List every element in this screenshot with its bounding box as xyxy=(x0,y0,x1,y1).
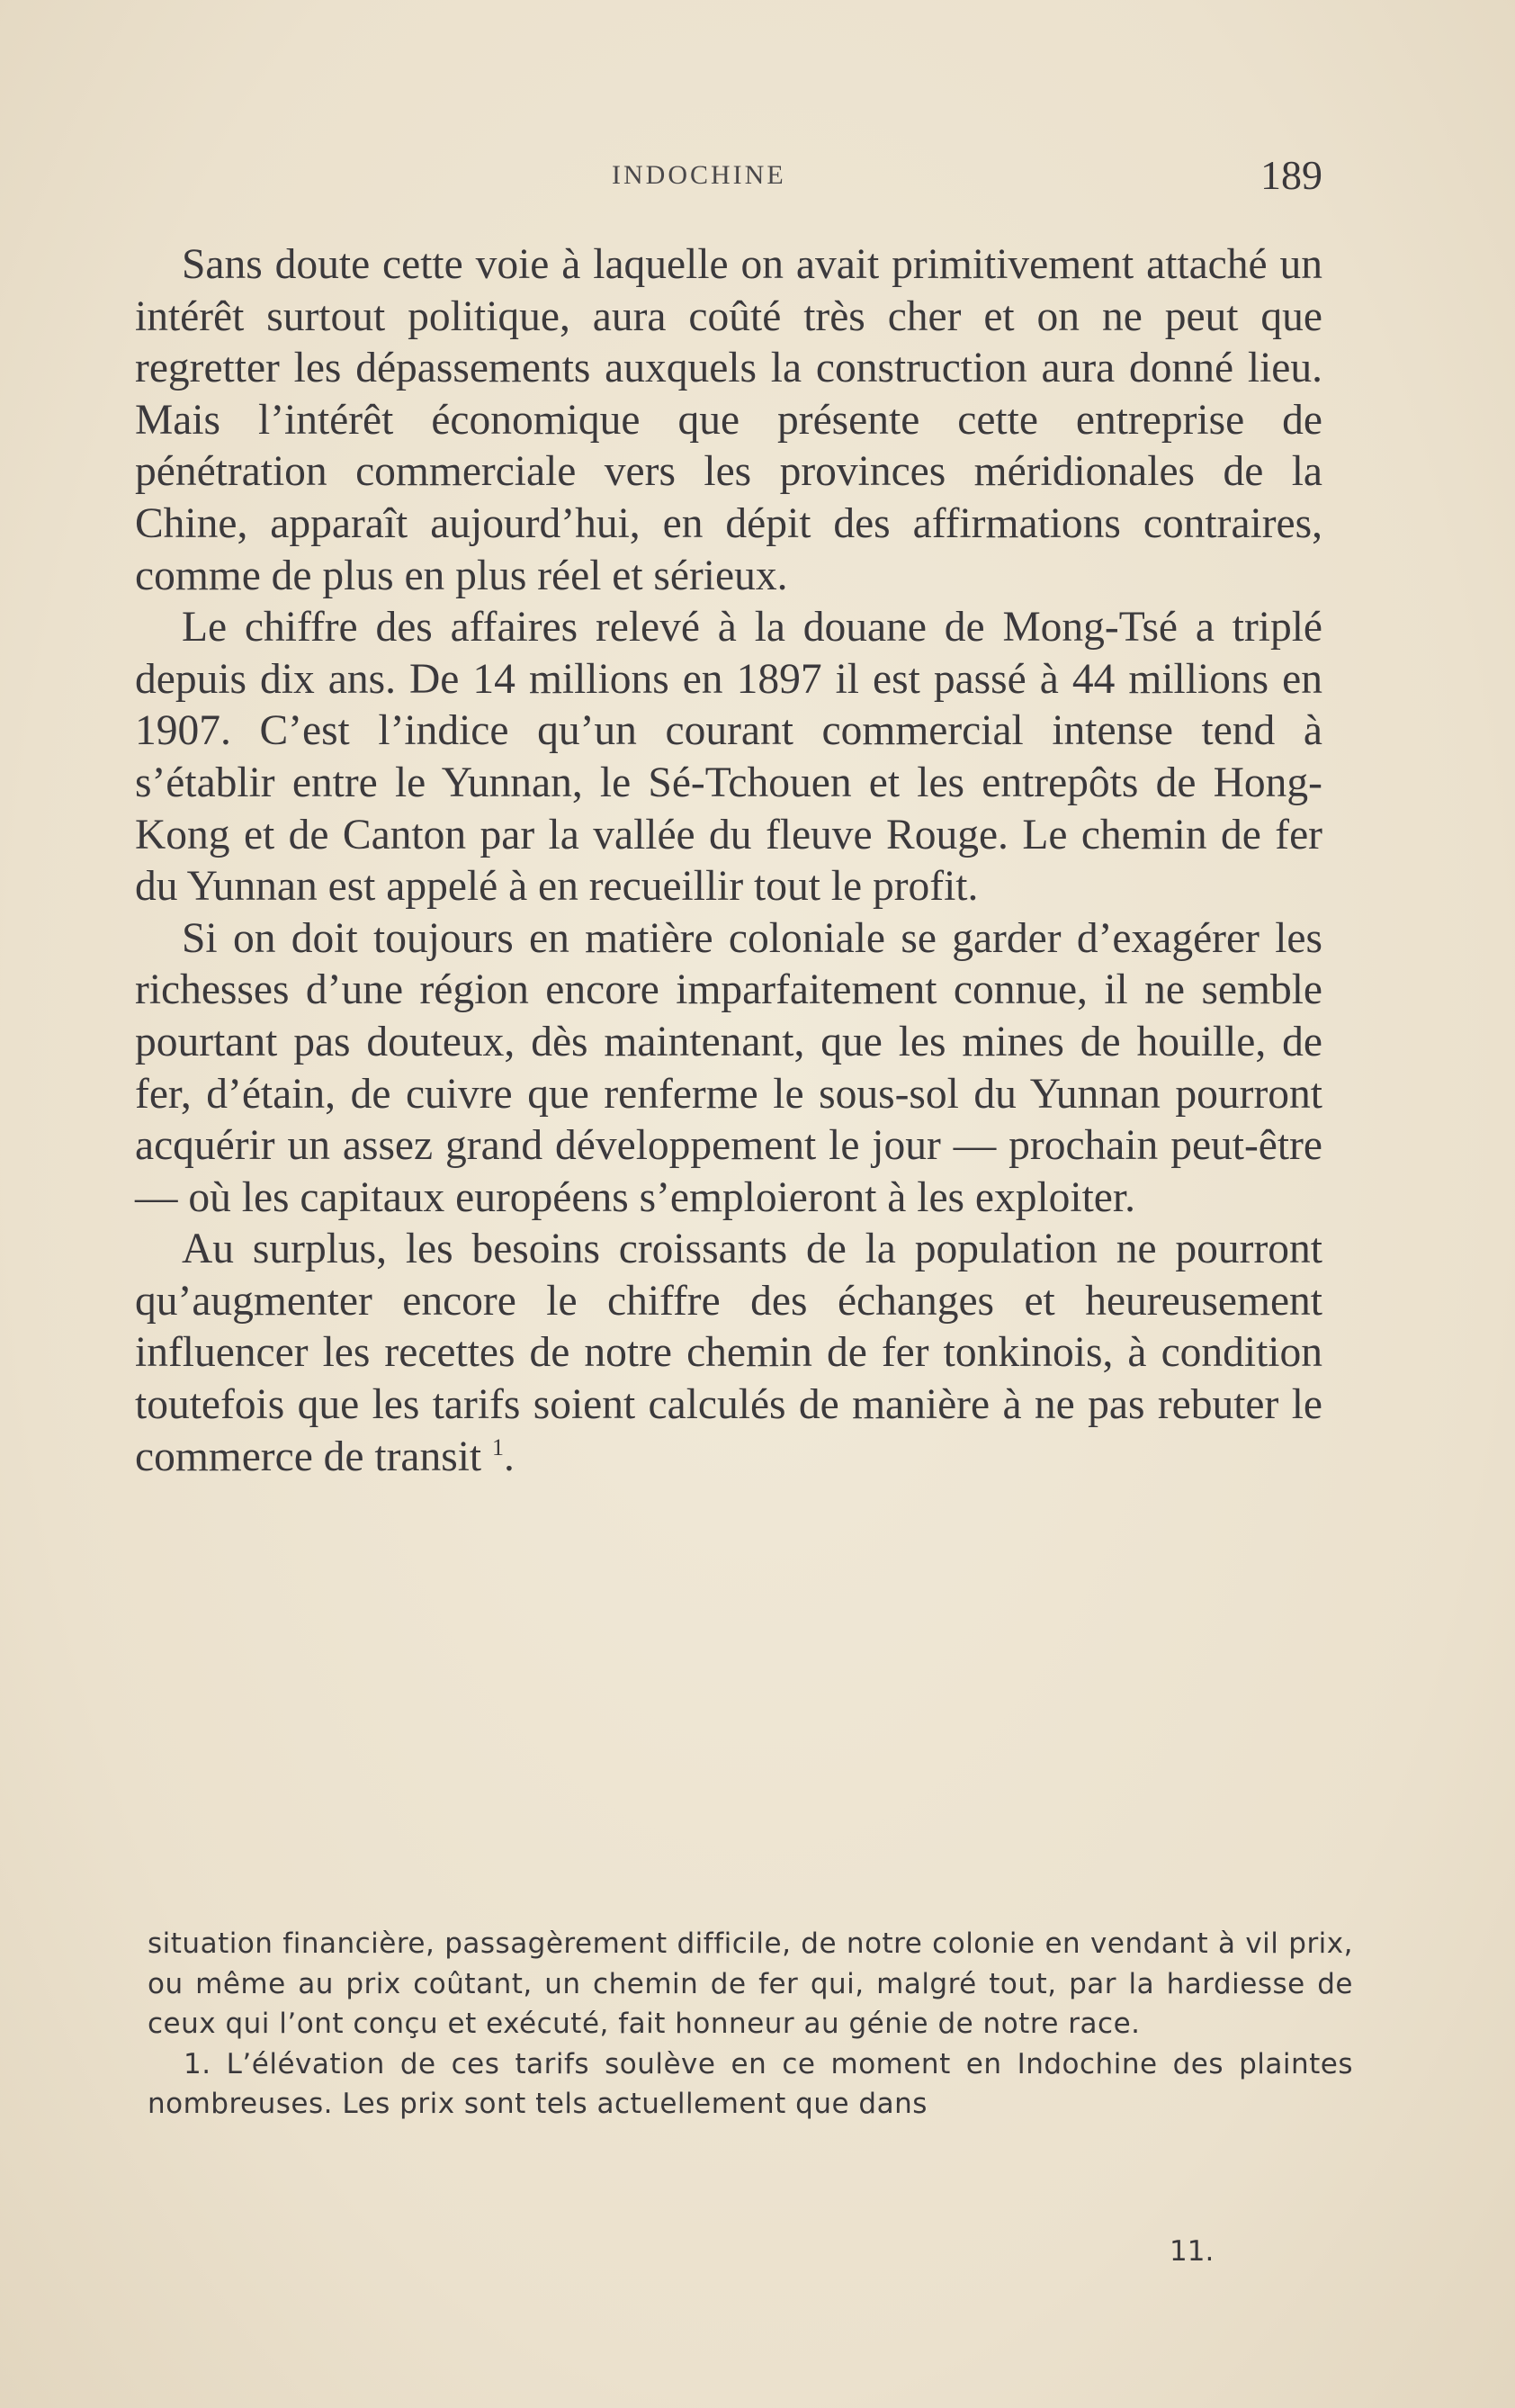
footnotes xyxy=(148,1924,1353,2125)
footnote-continuation: situation financière, passagèrement difficile, de notre colonie en vendant à vil prix, ou même au prix coûtant, un chemin de fer qui, malgré tout, par la hardiesse de ceux qui l’ont conçu et exécuté, fait honneur au génie de notre race. xyxy=(148,1927,1353,2040)
paragraph-4-period: . xyxy=(503,1433,515,1480)
footnote-1: 1. L’élévation de ces tarifs soulève en ce moment en Indochine des plaintes nombreuses. Les prix sont tels actuellement que dans xyxy=(148,2047,1353,2120)
signature-mark: 11. xyxy=(1170,2235,1215,2268)
paragraph-4-text: Au surplus, les besoins croissants de la population ne pourront qu’augmenter encore le chiffre des échanges et heureusement influencer les recettes de notre chemin de fer tonkinois, à condition toutefois que les tarifs soient calculés de manière à ne pas rebuter le commerce de transit xyxy=(135,1226,1322,1480)
body-text xyxy=(135,239,1322,1483)
paragraph-2: Le chiffre des affaires relevé à la douane de Mong-Tsé a triplé depuis dix ans. De 14 millions en 1897 il est passé à 44 millions en 1907. C’est l’indice qu’un courant commercial intense tend à s’établir entre le Yunnan, le Sé-Tchouen et les entrepôts de Hong-Kong et de Canton par la vallée du fleuve Rouge. Le chemin de fer du Yunnan est appelé à en recueillir tout le profit. xyxy=(135,604,1322,911)
running-head: INDOCHINE xyxy=(612,160,786,190)
page-header xyxy=(135,151,1322,205)
page-number: 189 xyxy=(1260,152,1322,198)
paragraph-3: Si on doit toujours en matière coloniale se garder d’exagérer les richesses d’une région encore imparfaitement connue, il ne semble pourtant pas douteux, dès maintenant, que les mines de houille, de fer, d’étain, de cuivre que renferme le sous-sol du Yunnan pourront acquérir un assez grand développement le jour — prochain peut-être — où les capitaux européens s’emploieront à les exploiter. xyxy=(135,914,1322,1221)
footnote-marker: 1 xyxy=(491,1433,504,1460)
paragraph-1: Sans doute cette voie à laquelle on avait primitivement attaché un intérêt surtout politique, aura coûté très cher et on ne peut que regretter les dépassements auxquels la construction aura donné lieu. Mais l’intérêt économique que présente cette entreprise de pénétration commerciale vers les provinces méridionales de la Chine, apparaît aujourd’hui, en dépit des affirmations contraires, comme de plus en plus réel et sérieux. xyxy=(135,241,1322,599)
paragraph-4 xyxy=(135,1224,1322,1483)
